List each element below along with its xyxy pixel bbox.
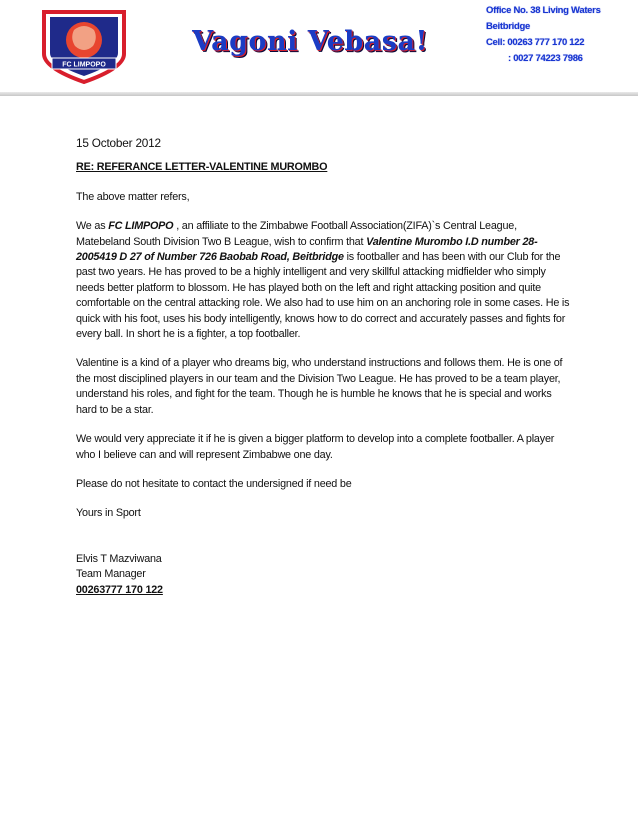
paragraph-1 [76, 219, 572, 342]
club-name: FC LIMPOPO [108, 220, 174, 233]
letter-subject: RE: REFERANCE LETTER-VALENTINE MUROMBO [76, 161, 328, 174]
letter-closing: Yours in Sport [76, 507, 141, 520]
motto-title: Vagoni Vebasa! [192, 26, 428, 57]
paragraph-3: We would very appreciate it if he is given a bigger platform to develop into a complete footballer. A player who I believe can and will represent Zimbabwe one day. [76, 433, 555, 461]
office-address: Office No. 38 Living Waters [486, 5, 601, 16]
signatory-phone: 00263777 170 122 [76, 583, 163, 596]
player-details: Valentine Murombo I.D number 28-2005419 D 27 of Number 726 Baobab Road, Beitbridge [76, 235, 538, 264]
paragraph-2: Valentine is a kind of a player who dreams big, who understand instructions and follows them. He is one of the most disciplined players in our team and the Division Two League. He has proved to be a team player, understand his roles, and fight for the team. Though he is humble he knows that he is special and works hard to be a star. [76, 357, 563, 416]
letter-body [76, 136, 572, 598]
p1-text-b: , an affiliate to the Zimbabwe Football Association(ZIFA)`s Central League, Matebeland South Division Two B League, wish to confirm that [76, 220, 517, 248]
letter-opening: The above matter refers, [76, 190, 190, 203]
letter-date: 15 October 2012 [76, 136, 161, 150]
contact-block [486, 3, 636, 67]
signatory-name: Elvis T Mazviwana [76, 552, 162, 565]
signatory-title: Team Manager [76, 568, 146, 581]
alt-number: : 0027 74223 7986 [508, 53, 583, 64]
p1-text-c: is footballer and has been with our Club for the past two years. He has proved to be a highly intelligent and very skillful attacking midfielder who simply needs better platform to blossom. He has played both on the left and right attacking position and quite comfortable on the central attacking role. We also had to use him on an anchoring role in some cases. He is quick with his foot, uses his body intelligently, knows how to do correct and accurately passes and fights for every ball. In short he is a fighter, a top footballer. [76, 251, 570, 341]
cell-number: Cell: 00263 777 170 122 [486, 37, 585, 48]
header-divider [0, 92, 638, 96]
p1-text-a: We as [76, 220, 109, 233]
office-town: Beitbridge [486, 21, 530, 32]
paragraph-4: Please do not hesitate to contact the undersigned if need be [76, 477, 352, 490]
club-crest-logo [38, 8, 130, 84]
crest-banner-text: FC LIMPOPO [62, 61, 106, 69]
